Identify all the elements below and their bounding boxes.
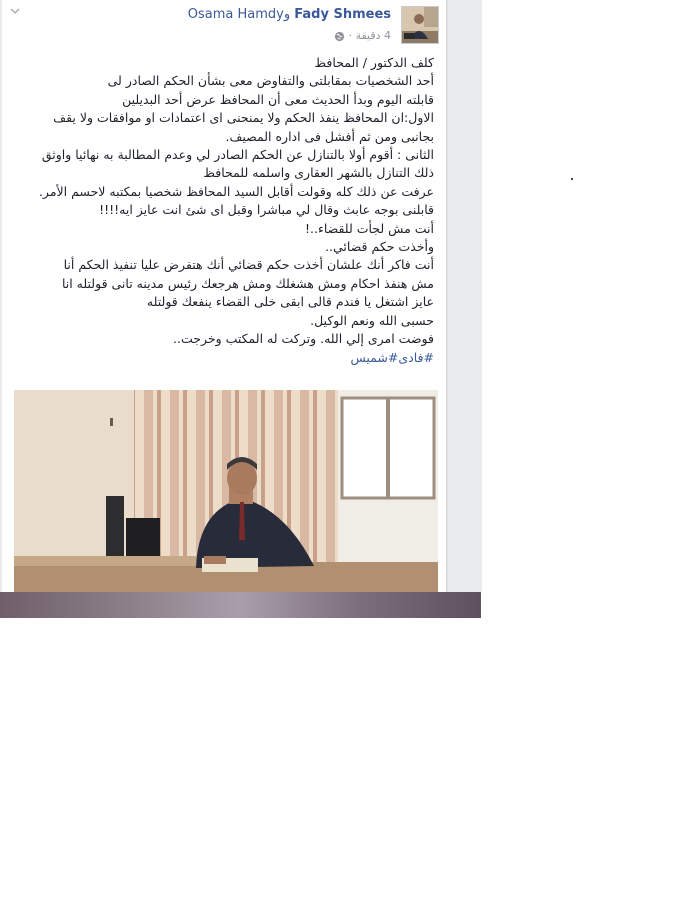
timestamp-link[interactable]: 4 دقيقة — [355, 29, 391, 42]
post-line: أحد الشخصيات بمقابلتى والتفاوض معى بشأن الحكم الصادر لى — [107, 73, 434, 89]
avatar[interactable] — [401, 6, 439, 44]
hashtags-link[interactable]: #فادى#شميس — [350, 349, 434, 365]
post-photo[interactable] — [14, 390, 438, 592]
post-line: أنت مش لجأت للقضاء..! — [305, 220, 434, 236]
right-scroll-strip — [447, 0, 482, 592]
post-line: عرفت عن ذلك كله وقولت أقابل السيد المحافظ شخصيا بمكتبه لاحسم الأمر. — [38, 183, 434, 199]
post-line: عايز اشتغل يا فندم قالى ابقى خلى القضاء ينفعك قولتله — [146, 294, 434, 310]
post-line: كلف الدكتور / المحافظ — [314, 55, 434, 70]
post-text — [14, 54, 434, 367]
post-line: الثانى : أقوم أولا بالتنازل عن الحكم الصادر لي وعدم المطالبة به نهائيا واوثق — [41, 147, 434, 163]
post-line: بجانبى ومن ثم أفشل فى اداره المصيف. — [225, 128, 434, 144]
post-line: قابلته اليوم وبدأ الحديث معى أن المحافظ عرض أحد البديلين — [122, 91, 434, 107]
stray-dot — [571, 178, 573, 180]
post-line: وأخذت حكم قضائي.. — [325, 239, 434, 255]
chevron-down-icon[interactable] — [8, 4, 22, 18]
post-author-line — [188, 7, 391, 22]
post-line: فوضت امرى إلي الله. وتركت له المكتب وخرجت.. — [173, 331, 434, 347]
author-connector: و — [283, 7, 291, 22]
author-primary-link[interactable]: Fady Shmees — [294, 7, 391, 22]
meta-separator: · — [348, 29, 353, 42]
post-line: ذلك التنازل بالشهر العقارى واسلمه للمحافظ — [203, 165, 434, 181]
post-card — [2, 0, 447, 592]
post-line: مش هنفذ احكام ومش هشغلك ومش هرجعك رئيس مدينه تانى قولتله انا — [61, 275, 434, 291]
post-meta — [331, 29, 391, 42]
author-secondary-link[interactable]: Osama Hamdy — [187, 7, 284, 22]
post-line: أنت فاكر أنك علشان أخذت حكم قضائي أنك هتفرض عليا تنفيذ الحكم أنا — [63, 257, 434, 273]
post-line: حسبى الله ونعم الوكيل. — [310, 312, 434, 328]
post-line: قابلنى بوجه عابث وقال لي مباشرا وقبل اى شئ انت عايز ايه!!!! — [99, 202, 434, 218]
bottom-blurred-band — [0, 592, 481, 618]
globe-icon[interactable] — [334, 31, 345, 42]
post-line: الاول:ان المحافظ ينفذ الحكم ولا يمنحنى اى اعتمادات او موافقات ولا يقف — [53, 110, 434, 126]
